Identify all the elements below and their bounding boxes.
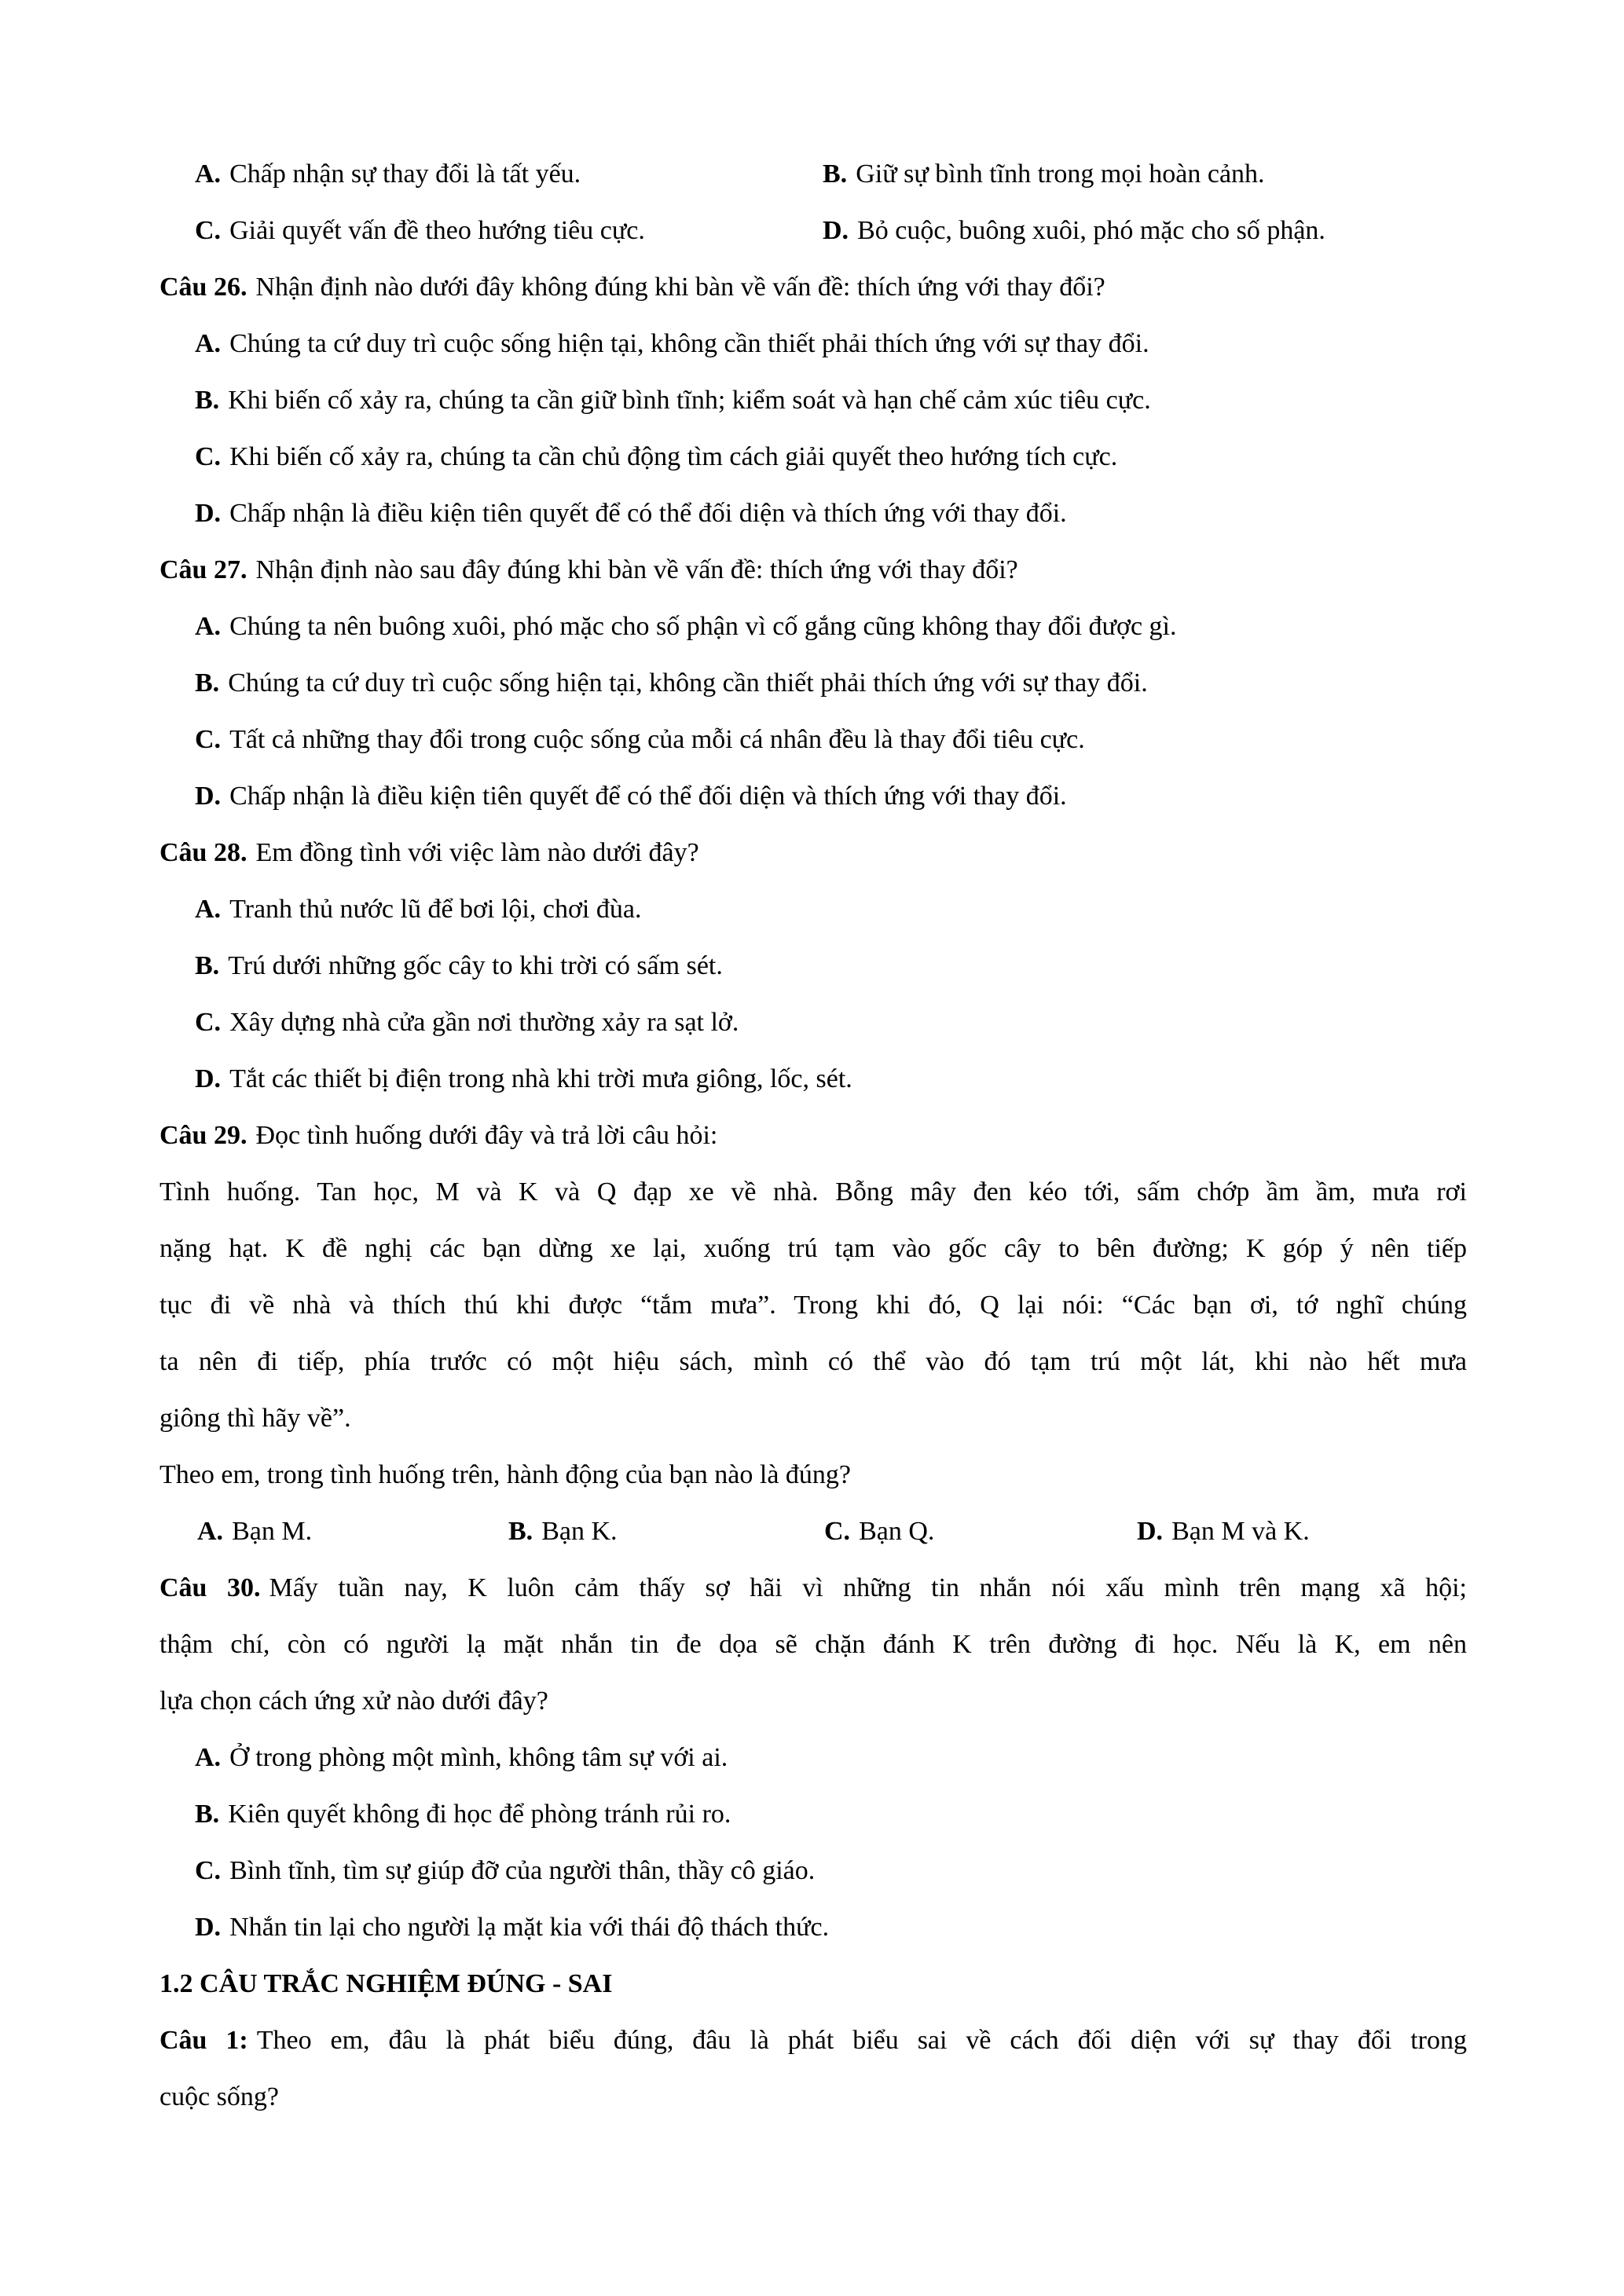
question-26-option-c-label: C. <box>195 442 222 471</box>
situation-line-1-text: Tình huống. Tan học, M và K và Q đạp xe về nhà. Bỗng mây đen kéo tới, sấm chớp ầm ầm, mưa rơi <box>159 1177 1467 1207</box>
question-30-option-b-label: B. <box>195 1800 220 1829</box>
question-30-option-c-text: Bình tĩnh, tìm sự giúp đỡ của người thân, thầy cô giáo. <box>229 1856 816 1885</box>
question-26-option-a-label: A. <box>195 329 222 358</box>
question-28-option-d <box>159 1051 1467 1108</box>
question-29-option-d-label: D. <box>1137 1517 1164 1546</box>
question-30-option-d-label: D. <box>195 1913 222 1942</box>
question-30-stem-line-1-text: Mấy tuần nay, K luôn cảm thấy sợ hãi vì những tin nhắn nói xấu mình trên mạng xã hội; <box>269 1573 1467 1602</box>
question-27-option-c-label: C. <box>195 725 222 754</box>
top-option-a <box>195 146 581 203</box>
question-28-stem <box>159 825 1467 881</box>
question-29-stem-text: Đọc tình huống dưới đây và trả lời câu hỏi: <box>255 1121 718 1150</box>
question-28-option-b-label: B. <box>195 951 220 980</box>
question-30-option-d <box>159 1899 1467 1956</box>
question-27-option-b-text: Chúng ta cứ duy trì cuộc sống hiện tại, không cần thiết phải thích ứng với sự thay đổi. <box>228 668 1148 698</box>
question-27-option-b <box>159 655 1467 712</box>
question-29-question-text: Theo em, trong tình huống trên, hành động của bạn nào là đúng? <box>159 1460 851 1489</box>
question-29-option-c <box>824 1503 934 1560</box>
question-29-option-b-text: Bạn K. <box>541 1517 618 1546</box>
top-option-c <box>195 203 645 259</box>
question-27-stem <box>159 542 1467 599</box>
question-26-label: Câu 26. <box>159 273 247 302</box>
question-29-question-line <box>159 1447 1467 1503</box>
question-27-option-a-text: Chúng ta nên buông xuôi, phó mặc cho số phận vì cố gắng cũng không thay đổi được gì. <box>229 612 1177 641</box>
question-29-option-c-label: C. <box>824 1517 851 1546</box>
question-29-situation-line-5 <box>159 1390 1467 1447</box>
question-26-stem-text: Nhận định nào dưới đây không đúng khi bàn về vấn đề: thích ứng với thay đổi? <box>255 273 1105 302</box>
question-27-option-d <box>159 768 1467 825</box>
question-26-option-d-text: Chấp nhận là điều kiện tiên quyết để có thể đối diện và thích ứng với thay đổi. <box>229 499 1067 528</box>
question-27-option-a <box>159 599 1467 655</box>
question-27-stem-text: Nhận định nào sau đây đúng khi bàn về vấn đề: thích ứng với thay đổi? <box>255 555 1018 584</box>
question-29-situation-line-4 <box>159 1334 1467 1390</box>
question-26-option-d-label: D. <box>195 499 222 528</box>
question-26-option-c <box>159 429 1467 485</box>
question-29-situation-line-3 <box>159 1277 1467 1334</box>
question-30-stem-line-1 <box>159 1560 1467 1617</box>
question-30-option-a-label: A. <box>195 1743 222 1772</box>
question-28-option-c-label: C. <box>195 1008 222 1037</box>
question-29-option-b <box>508 1503 618 1560</box>
top-option-b-text: Giữ sự bình tĩnh trong mọi hoàn cảnh. <box>856 159 1265 189</box>
top-option-d <box>823 203 1325 259</box>
question-30-option-a-text: Ở trong phòng một mình, không tâm sự với ai. <box>229 1743 728 1772</box>
question-30-option-b <box>159 1786 1467 1843</box>
question-28-option-b <box>159 938 1467 994</box>
question-30-option-c-label: C. <box>195 1856 222 1885</box>
top-option-d-label: D. <box>823 216 849 245</box>
top-option-a-label: A. <box>195 159 222 189</box>
top-option-b-label: B. <box>823 159 848 189</box>
question-28-option-a <box>159 881 1467 938</box>
section-heading-text: 1.2 CÂU TRẮC NGHIỆM ĐÚNG - SAI <box>159 1969 613 1998</box>
question-28-option-b-text: Trú dưới những gốc cây to khi trời có sấm sét. <box>228 951 723 980</box>
question-26-option-b <box>159 372 1467 429</box>
question-1-label: Câu 1: <box>159 2026 248 2055</box>
top-option-d-text: Bỏ cuộc, buông xuôi, phó mặc cho số phận. <box>857 216 1325 245</box>
question-27-option-d-text: Chấp nhận là điều kiện tiên quyết để có thể đối diện và thích ứng với thay đổi. <box>229 782 1067 811</box>
question-27-option-a-label: A. <box>195 612 222 641</box>
question-1-line-2 <box>159 2069 1467 2126</box>
question-26-stem <box>159 259 1467 316</box>
question-28-option-a-text: Tranh thủ nước lũ để bơi lội, chơi đùa. <box>229 895 642 924</box>
top-options-row-1 <box>159 146 1467 203</box>
question-28-option-c-text: Xây dựng nhà cửa gần nơi thường xảy ra sạt lở. <box>229 1008 739 1037</box>
situation-line-4-text: ta nên đi tiếp, phía trước có một hiệu sách, mình có thể vào đó tạm trú một lát, khi nào hết mưa <box>159 1347 1467 1376</box>
question-1-line-2-text: cuộc sống? <box>159 2082 280 2111</box>
question-28-option-d-label: D. <box>195 1064 222 1093</box>
top-option-b <box>823 146 1265 203</box>
question-26-option-a <box>159 316 1467 372</box>
top-option-a-text: Chấp nhận sự thay đổi là tất yếu. <box>229 159 581 189</box>
question-28-stem-text: Em đồng tình với việc làm nào dưới đây? <box>255 838 699 867</box>
question-28-label: Câu 28. <box>159 838 247 867</box>
question-30-stem-line-3 <box>159 1673 1467 1730</box>
question-29-label: Câu 29. <box>159 1121 247 1150</box>
question-28-option-a-label: A. <box>195 895 222 924</box>
question-29-situation-line-1 <box>159 1164 1467 1221</box>
question-29-option-a <box>197 1503 312 1560</box>
top-option-c-label: C. <box>195 216 222 245</box>
question-29-option-c-text: Bạn Q. <box>859 1517 935 1546</box>
question-29-option-d <box>1137 1503 1310 1560</box>
question-26-option-b-label: B. <box>195 386 220 415</box>
question-29-option-a-text: Bạn M. <box>232 1517 313 1546</box>
question-29-options-row <box>159 1503 1467 1560</box>
question-29-option-a-label: A. <box>197 1517 224 1546</box>
document-content <box>159 146 1467 2126</box>
question-30-option-c <box>159 1843 1467 1899</box>
situation-line-5-text: giông thì hãy về”. <box>159 1404 351 1433</box>
question-28-option-d-text: Tắt các thiết bị điện trong nhà khi trời mưa giông, lốc, sét. <box>229 1064 852 1093</box>
question-27-option-c <box>159 712 1467 768</box>
question-29-option-b-label: B. <box>508 1517 533 1546</box>
section-heading <box>159 1956 1467 2012</box>
situation-line-3-text: tục đi về nhà và thích thú khi được “tắm mưa”. Trong khi đó, Q lại nói: “Các bạn ơi, tớ nghĩ chúng <box>159 1291 1467 1320</box>
question-30-label: Câu 30. <box>159 1573 261 1602</box>
question-30-option-d-text: Nhắn tin lại cho người lạ mặt kia với thái độ thách thức. <box>229 1913 830 1942</box>
question-1-line-1-text: Theo em, đâu là phát biểu đúng, đâu là phát biểu sai về cách đối diện với sự thay đổi trong <box>256 2026 1467 2055</box>
question-30-stem-line-2 <box>159 1617 1467 1673</box>
question-27-option-d-label: D. <box>195 782 222 811</box>
question-26-option-b-text: Khi biến cố xảy ra, chúng ta cần giữ bình tĩnh; kiểm soát và hạn chế cảm xúc tiêu cực. <box>228 386 1151 415</box>
question-26-option-d <box>159 485 1467 542</box>
question-28-option-c <box>159 994 1467 1051</box>
question-29-stem <box>159 1108 1467 1164</box>
top-option-c-text: Giải quyết vấn đề theo hướng tiêu cực. <box>229 216 645 245</box>
situation-line-2-text: nặng hạt. K đề nghị các bạn dừng xe lại, xuống trú tạm vào gốc cây to bên đường; K góp ý nên tiếp <box>159 1234 1467 1263</box>
question-26-option-a-text: Chúng ta cứ duy trì cuộc sống hiện tại, không cần thiết phải thích ứng với sự thay đổi. <box>229 329 1149 358</box>
question-27-label: Câu 27. <box>159 555 247 584</box>
question-30-option-a <box>159 1730 1467 1786</box>
top-options-row-2 <box>159 203 1467 259</box>
question-30-option-b-text: Kiên quyết không đi học để phòng tránh rủi ro. <box>228 1800 731 1829</box>
question-29-option-d-text: Bạn M và K. <box>1171 1517 1310 1546</box>
question-1-line-1 <box>159 2012 1467 2069</box>
question-27-option-b-label: B. <box>195 668 220 698</box>
question-30-stem-line-2-text: thậm chí, còn có người lạ mặt nhắn tin đe dọa sẽ chặn đánh K trên đường đi học. Nếu là K, em nên <box>159 1630 1467 1659</box>
question-29-situation-line-2 <box>159 1221 1467 1277</box>
question-27-option-c-text: Tất cả những thay đổi trong cuộc sống của mỗi cá nhân đều là thay đổi tiêu cực. <box>229 725 1085 754</box>
question-30-stem-line-3-text: lựa chọn cách ứng xử nào dưới đây? <box>159 1686 548 1716</box>
question-26-option-c-text: Khi biến cố xảy ra, chúng ta cần chủ động tìm cách giải quyết theo hướng tích cực. <box>229 442 1118 471</box>
